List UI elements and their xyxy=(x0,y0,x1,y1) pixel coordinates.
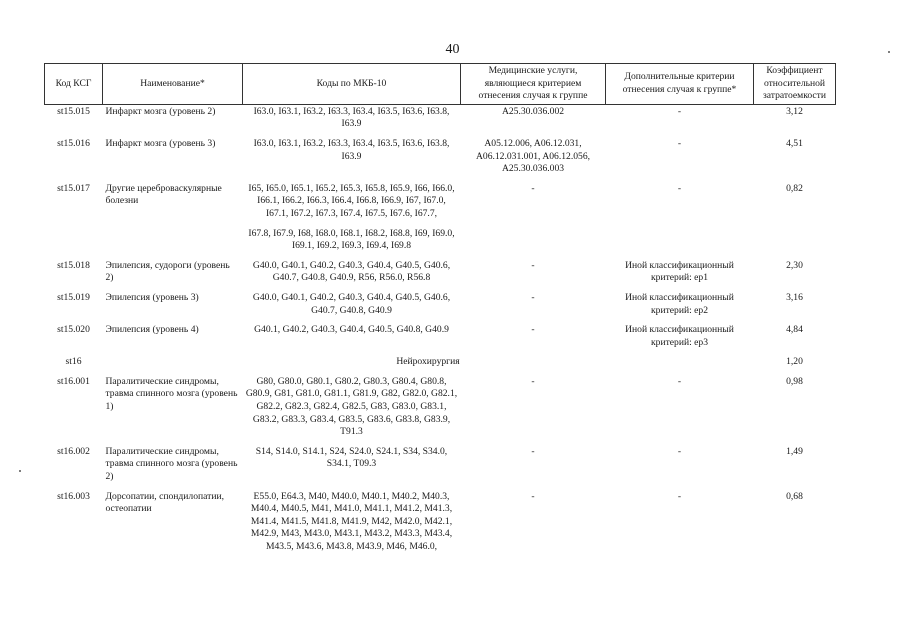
row-mkb: E55.0, E64.3, M40, M40.0, M40.1, M40.2, M40.3, M40.4, M40.5, M41, M41.0, M41.1, M41.2, M41.3, M41.4, M41.5, M41.8, M41.9, M42, M42.0, M42.1, M42.9, M43, M43.0, M43.1, M43.2, M43.3, M43.4, M43.5, M43.6, M43.8, M43.9, M46, M46.0, xyxy=(250,490,453,552)
row-name: Дорсопатии, спондилопатии, остеопатии xyxy=(105,490,225,515)
row-name: Другие цереброваскулярные болезни xyxy=(105,182,222,207)
profile-code: st16 xyxy=(65,356,82,368)
row-additional: - xyxy=(677,137,682,149)
row-additional: - xyxy=(677,182,682,194)
header-additional: Дополнительные критерии отнесения случая к группе* xyxy=(606,64,754,105)
row-code: st16.002 xyxy=(57,445,90,457)
row-code: st15.018 xyxy=(57,259,90,271)
table-row xyxy=(45,104,836,137)
row-coefficient: 3,16 xyxy=(786,291,803,303)
row-coefficient: 2,30 xyxy=(786,259,803,271)
row-coefficient: 0,68 xyxy=(786,490,803,502)
row-mkb: G40.1, G40.2, G40.3, G40.4, G40.5, G40.8, G40.9 xyxy=(254,324,449,336)
row-coefficient: 4,84 xyxy=(786,324,803,336)
row-coefficient: 4,51 xyxy=(786,137,803,149)
table-row xyxy=(45,445,836,490)
page-number: 40 xyxy=(445,42,460,57)
row-coefficient: 0,82 xyxy=(786,182,803,194)
row-additional: - xyxy=(677,375,682,387)
row-name: Паралитические синдромы, травма спинного мозга (уровень 1) xyxy=(105,375,238,413)
row-services: - xyxy=(531,490,535,502)
table-row xyxy=(45,323,836,355)
row-coefficient: 1,49 xyxy=(786,445,803,457)
row-additional: Иной классификационный критерий: ep3 xyxy=(625,324,734,348)
row-coefficient: 3,12 xyxy=(786,105,803,117)
row-coefficient xyxy=(754,227,836,259)
table-row-continuation xyxy=(45,227,836,259)
profile-coefficient: 1,20 xyxy=(786,356,803,368)
header-coefficient: Коэффициент относительной затратоемкости xyxy=(754,64,836,105)
header-name: Наименование* xyxy=(103,64,243,105)
row-services xyxy=(461,227,606,259)
row-name: Эпилепсия, судороги (уровень 2) xyxy=(105,259,230,284)
profile-row xyxy=(45,355,836,375)
row-name: Паралитические синдромы, травма спинного мозга (уровень 2) xyxy=(105,445,238,483)
header-services: Медицинские услуги, являющиеся критерием отнесения случая к группе xyxy=(461,64,606,105)
row-mkb: S14, S14.0, S14.1, S24, S24.0, S24.1, S34, S34.0, S34.1, T09.3 xyxy=(255,445,448,470)
table-row xyxy=(45,182,836,227)
row-code: st15.019 xyxy=(57,291,90,303)
row-services: A05.12.006, A06.12.031, A06.12.031.001, A06.12.056, A25.30.036.003 xyxy=(475,137,591,175)
row-mkb: G40.0, G40.1, G40.2, G40.3, G40.4, G40.5, G40.6, G40.7, G40.8, G40.9 xyxy=(252,291,451,316)
row-additional: - xyxy=(677,105,682,117)
row-code: st15.017 xyxy=(57,182,90,194)
row-services: A25.30.036.002 xyxy=(501,105,565,117)
row-services: - xyxy=(531,324,535,336)
scan-speck xyxy=(888,51,890,53)
row-additional: Иной классификационный критерий: ep2 xyxy=(625,291,734,316)
row-services: - xyxy=(531,259,535,271)
row-name: Эпилепсия (уровень 3) xyxy=(105,291,199,303)
row-additional xyxy=(606,227,754,259)
table-row xyxy=(45,490,836,560)
table-header-row xyxy=(45,64,836,105)
row-mkb: I63.0, I63.1, I63.2, I63.3, I63.4, I63.5, I63.6, I63.8, I63.9 xyxy=(253,137,450,162)
row-code: st15.016 xyxy=(57,137,90,149)
row-name: Эпилепсия (уровень 4) xyxy=(105,324,199,336)
row-additional: Иной классификационный критерий: ep1 xyxy=(625,259,734,284)
row-services: - xyxy=(531,445,535,457)
row-code: st15.015 xyxy=(57,105,90,117)
row-name xyxy=(103,227,243,259)
row-code: st16.003 xyxy=(57,490,90,502)
profile-title: Нейрохирургия xyxy=(396,356,460,368)
row-code: st15.020 xyxy=(57,324,90,336)
row-services: - xyxy=(531,182,535,194)
row-mkb: I67.8, I67.9, I68, I68.0, I68.1, I68.2, I68.8, I69, I69.0, I69.1, I69.2, I69.3, I69.4, I69.8 xyxy=(248,227,455,252)
table-row xyxy=(45,375,836,445)
row-mkb: I65, I65.0, I65.1, I65.2, I65.3, I65.8, I65.9, I66, I66.0, I66.1, I66.2, I66.3, I66.4, I66.8, I66.9, I67, I67.0, I67.1, I67.2, I67.3, I67.4, I67.5, I67.6, I67.7, xyxy=(248,182,455,219)
header-mkb: Коды по МКБ-10 xyxy=(243,64,461,105)
row-code xyxy=(45,227,103,259)
table-row xyxy=(45,291,836,323)
row-name: Инфаркт мозга (уровень 3) xyxy=(105,137,216,149)
table-row xyxy=(45,137,836,182)
row-services: - xyxy=(531,375,535,387)
row-additional: - xyxy=(677,490,682,502)
row-services: - xyxy=(531,291,535,303)
ksg-table xyxy=(44,63,836,560)
scan-speck xyxy=(19,470,21,472)
row-name: Инфаркт мозга (уровень 2) xyxy=(105,105,216,117)
row-mkb: G80, G80.0, G80.1, G80.2, G80.3, G80.4, G80.8, G80.9, G81, G81.0, G81.1, G81.9, G82, G82.0, G82.1, G82.2, G82.3, G82.4, G82.5, G83, G83.0, G83.1, G83.2, G83.3, G83.4, G83.5, G83.6, G83.8, G83.9, T91.3 xyxy=(245,375,458,438)
row-mkb: G40.0, G40.1, G40.2, G40.3, G40.4, G40.5, G40.6, G40.7, G40.8, G40.9, R56, R56.0, R56.8 xyxy=(252,259,451,284)
row-mkb: I63.0, I63.1, I63.2, I63.3, I63.4, I63.5, I63.6, I63.8, I63.9 xyxy=(253,105,450,130)
row-code: st16.001 xyxy=(57,375,90,387)
row-coefficient: 0,98 xyxy=(786,375,803,387)
header-code: Код КСГ xyxy=(45,64,103,105)
row-additional: - xyxy=(677,445,682,457)
table-row xyxy=(45,259,836,291)
